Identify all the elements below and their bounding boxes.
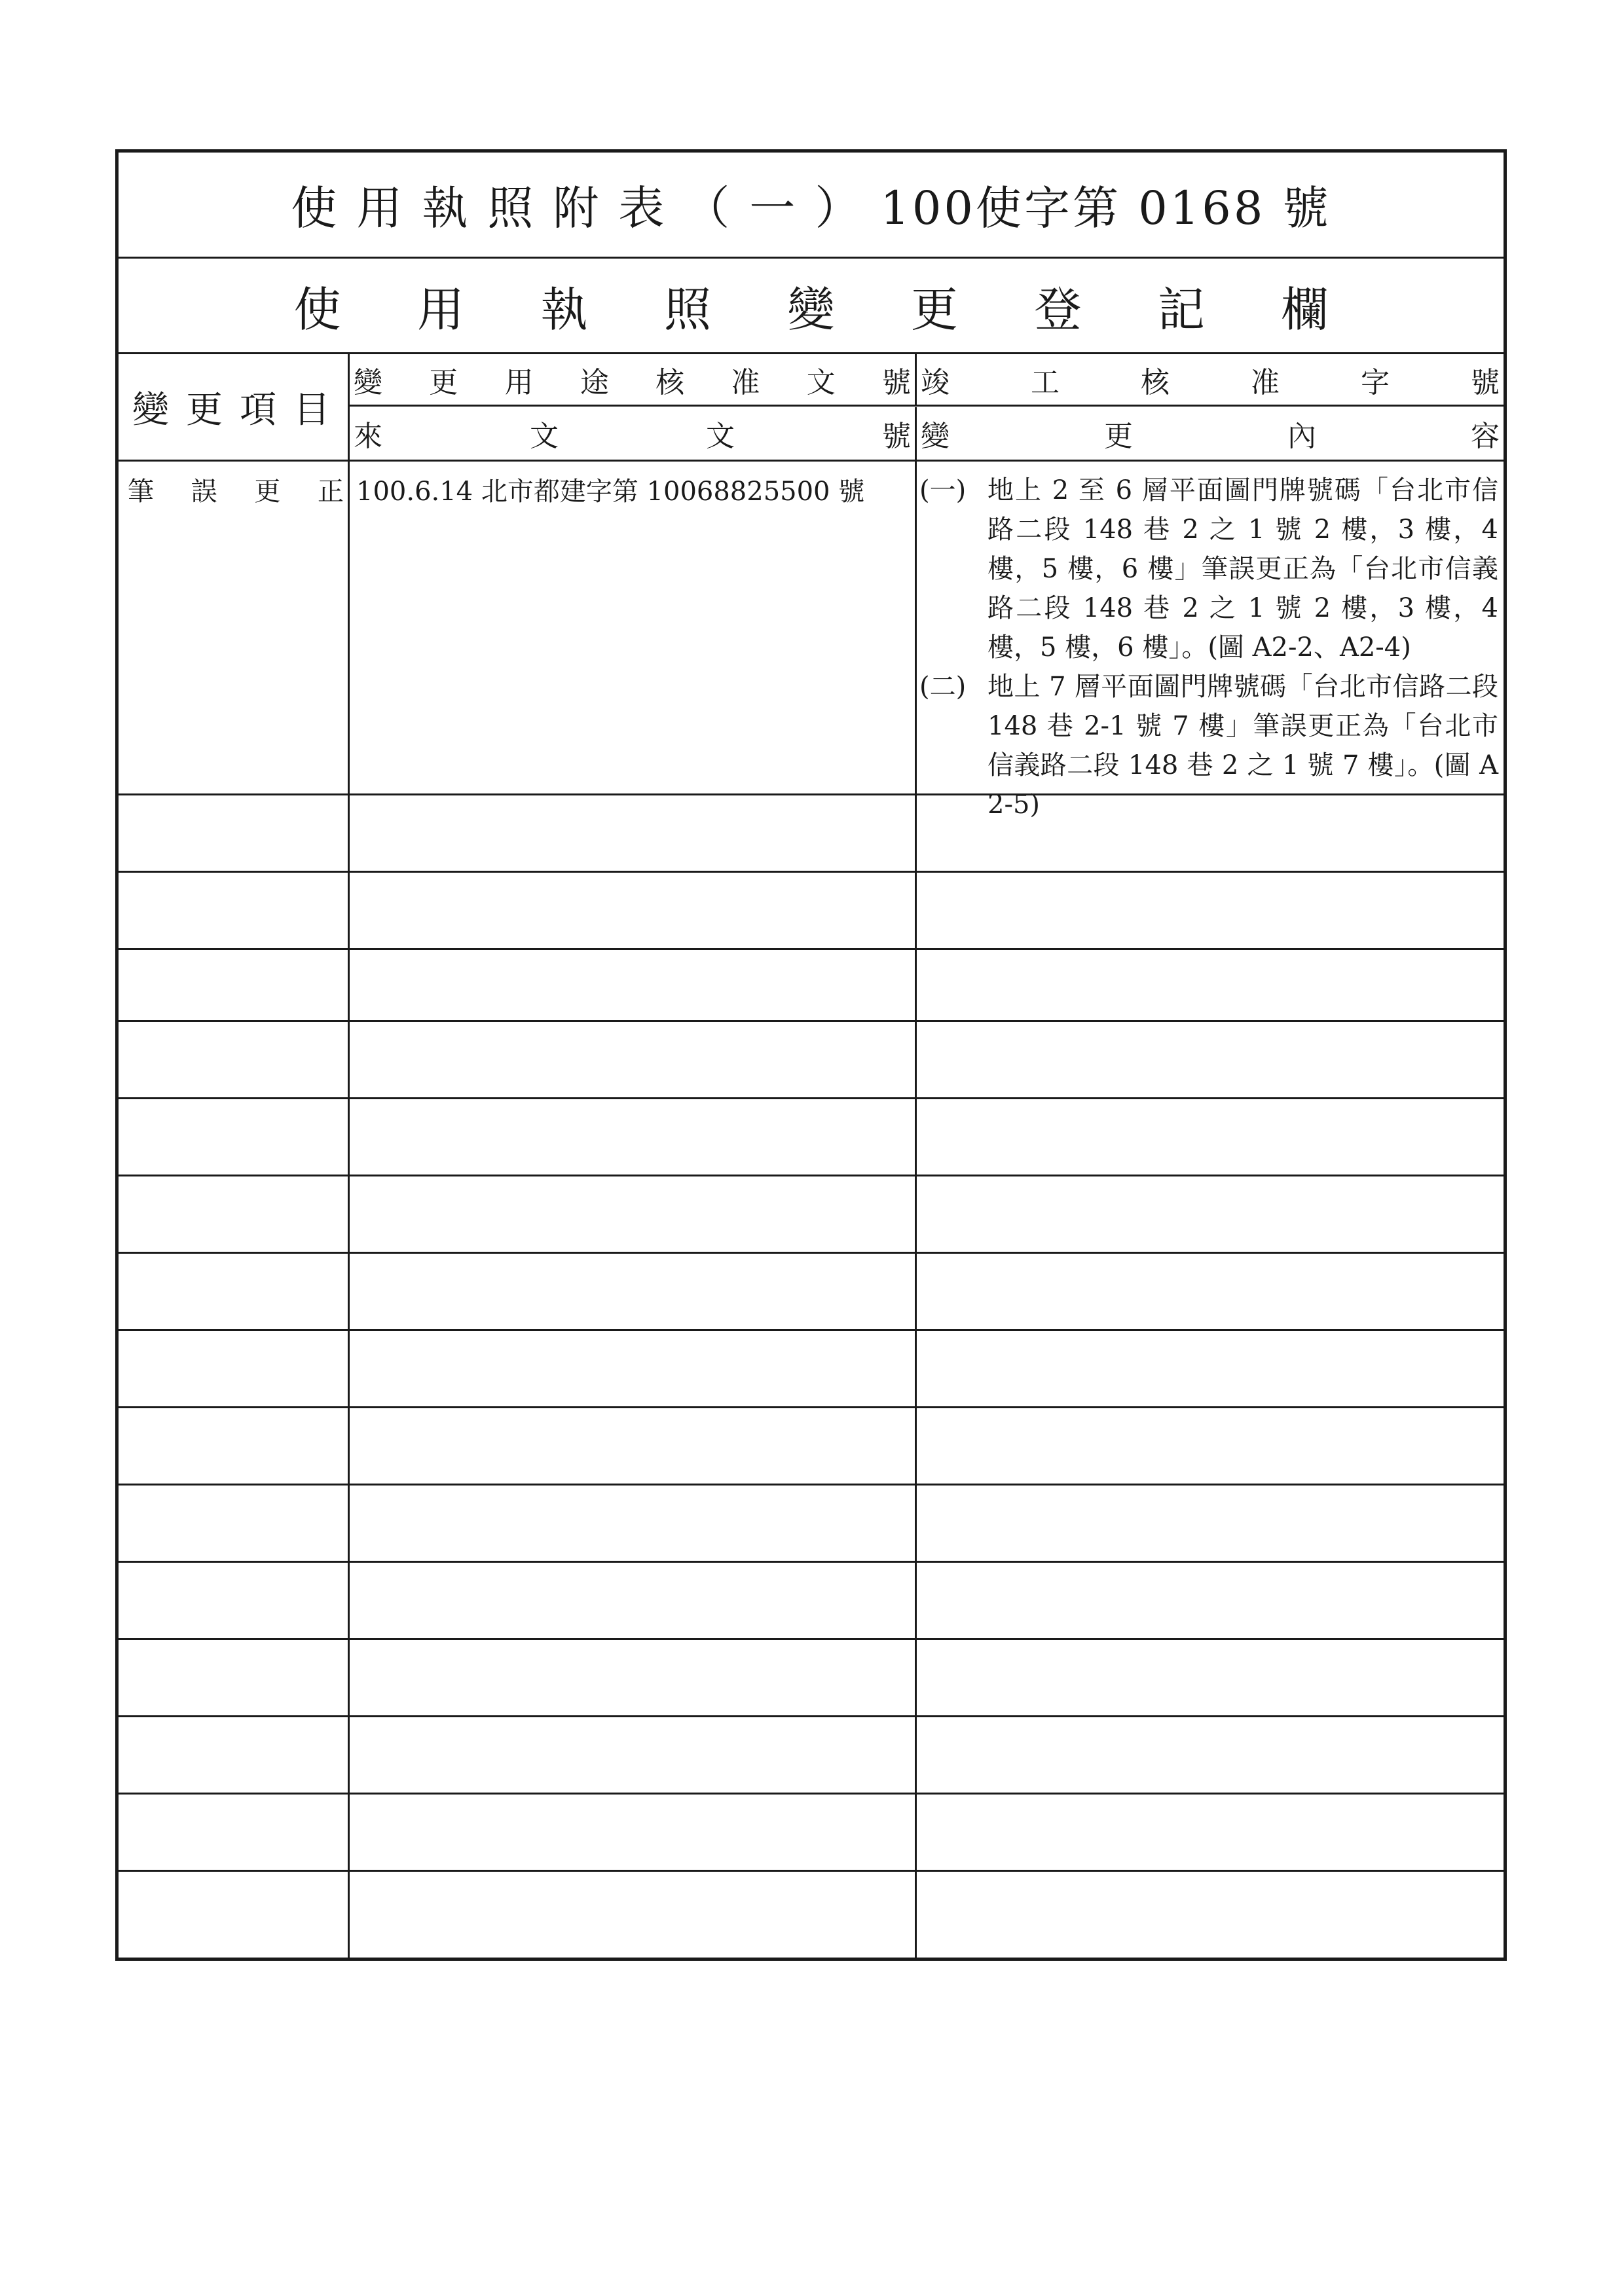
change-item-text: 筆 誤 更 正 xyxy=(128,477,344,507)
header-change-content: 變 更 內 容 xyxy=(921,420,1500,453)
header-change-item: 變更項目 xyxy=(119,354,350,460)
reference-cell xyxy=(350,462,917,793)
table-row xyxy=(119,1176,1504,1254)
empty-cell xyxy=(119,1331,350,1406)
empty-cell xyxy=(350,1176,917,1252)
empty-cell xyxy=(119,1795,350,1870)
empty-cell xyxy=(917,1176,1504,1252)
empty-cell xyxy=(350,1022,917,1097)
form-title-number: 100使字第 0168 號 xyxy=(880,181,1331,235)
empty-cell xyxy=(917,1022,1504,1097)
content-marker: (一) xyxy=(919,475,967,505)
empty-cell xyxy=(350,1331,917,1406)
empty-cell xyxy=(350,1408,917,1484)
empty-cell xyxy=(350,1485,917,1561)
empty-cell xyxy=(917,1717,1504,1793)
header-approval-doc-no: 變 更 用 途 核 准 文 號 xyxy=(350,354,917,407)
empty-cell xyxy=(119,1176,350,1252)
empty-cell xyxy=(119,1485,350,1561)
form-title-row xyxy=(119,153,1504,259)
table-row xyxy=(119,1331,1504,1408)
empty-cell xyxy=(350,1563,917,1638)
empty-cell xyxy=(917,950,1504,1020)
empty-cell xyxy=(119,1872,350,1958)
table-row xyxy=(119,1795,1504,1872)
empty-cell xyxy=(917,1099,1504,1175)
empty-cell xyxy=(917,1485,1504,1561)
form-title xyxy=(291,172,1331,238)
empty-cell xyxy=(917,1563,1504,1638)
change-content-list xyxy=(917,462,1504,824)
table-row xyxy=(119,1022,1504,1099)
change-content-item xyxy=(919,471,1498,667)
registration-form xyxy=(115,149,1507,1961)
header-completion-approval-no: 竣 工 核 准 字 號 xyxy=(917,354,1504,407)
table-row xyxy=(119,1717,1504,1795)
table-row xyxy=(119,873,1504,950)
empty-cell xyxy=(350,1872,917,1958)
form-subtitle: 使 用 執 照 變 更 登 記 欄 xyxy=(293,282,1329,337)
empty-cell xyxy=(917,1872,1504,1958)
form-subtitle-row xyxy=(119,259,1504,354)
empty-cell xyxy=(350,1254,917,1329)
content-text: 地上 7 層平面圖門牌號碼「台北市信路二段 148 巷 2-1 號 7 樓」筆誤更正為「台北市信義路二段 148 巷 2 之 1 號 7 樓」。(圖 A2-5) xyxy=(987,672,1498,820)
empty-cell xyxy=(350,950,917,1020)
empty-cell xyxy=(917,795,1504,871)
form-title-prefix: 使用執照附表（一） xyxy=(291,181,881,235)
empty-cell xyxy=(119,1099,350,1175)
empty-cell xyxy=(917,1795,1504,1870)
empty-cell xyxy=(119,1717,350,1793)
empty-cell xyxy=(119,873,350,948)
empty-cell xyxy=(917,873,1504,948)
empty-cell xyxy=(119,1254,350,1329)
table-row xyxy=(119,795,1504,873)
reference-text: 100.6.14 北市都建字第 10068825500 號 xyxy=(356,477,865,507)
empty-cell xyxy=(350,873,917,948)
table-row xyxy=(119,462,1504,820)
empty-cell xyxy=(119,950,350,1020)
content-marker: (二) xyxy=(919,672,967,702)
empty-cell xyxy=(119,1640,350,1715)
table-row xyxy=(119,950,1504,1022)
change-item-cell xyxy=(119,462,350,793)
empty-cell xyxy=(917,1331,1504,1406)
table-row xyxy=(119,1485,1504,1563)
table-row xyxy=(119,1640,1504,1717)
empty-cell xyxy=(350,1717,917,1793)
empty-cell xyxy=(350,1640,917,1715)
table-row xyxy=(119,1563,1504,1640)
empty-cell xyxy=(917,1408,1504,1484)
content-cell xyxy=(917,462,1504,820)
empty-cell xyxy=(917,1640,1504,1715)
empty-cell xyxy=(119,795,350,871)
empty-cell xyxy=(350,1099,917,1175)
table-row xyxy=(119,1254,1504,1331)
header-incoming-doc-no: 來 文 文 號 xyxy=(350,407,917,460)
table-row xyxy=(119,1872,1504,1958)
empty-cell xyxy=(119,1022,350,1097)
table-row xyxy=(119,1099,1504,1176)
empty-cell xyxy=(119,1408,350,1484)
table-body xyxy=(119,462,1504,1958)
empty-cell xyxy=(119,1563,350,1638)
table-header xyxy=(119,354,1504,462)
empty-cell xyxy=(350,1795,917,1870)
empty-cell xyxy=(350,795,917,871)
content-text: 地上 2 至 6 層平面圖門牌號碼「台北市信路二段 148 巷 2 之 1 號 2 樓，3 樓，4 樓，5 樓，6 樓」筆誤更正為「台北市信義路二段 148 巷 2 之 1 號 2 樓，3 樓，4 樓，5 樓，6 樓」。(圖 A2-2、A2-4) xyxy=(987,475,1498,663)
table-row xyxy=(119,1408,1504,1485)
empty-cell xyxy=(917,1254,1504,1329)
